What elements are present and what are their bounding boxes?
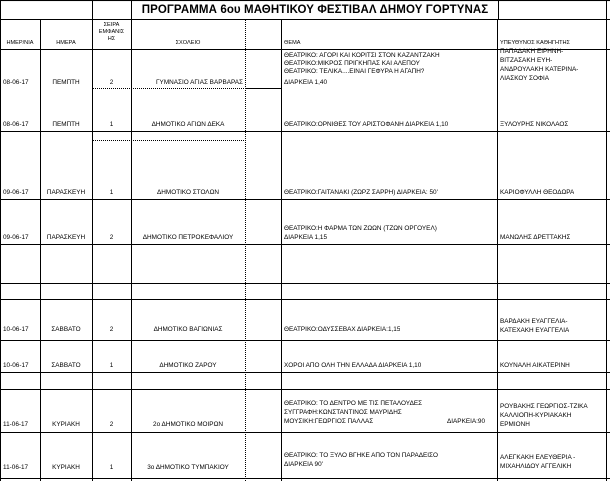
cell-order: 2 bbox=[109, 234, 114, 241]
header-teacher: ΥΠΕΥΘΥΝΟΣ ΚΑΘΗΓΗΤΗΣ bbox=[500, 40, 570, 46]
grid-line bbox=[497, 19, 498, 481]
cell-teacher-line: ΚΑΡΙΟΦΥΛΛΗ ΘΕΟΔΩΡΑ bbox=[500, 189, 575, 196]
cell-order: 2 bbox=[109, 421, 114, 428]
cell-day: ΠΕΜΠΤΗ bbox=[52, 121, 80, 128]
cell-order: 1 bbox=[109, 464, 114, 471]
grid-line bbox=[92, 88, 252, 89]
cell-date: 10-06-17 bbox=[3, 326, 29, 333]
cell-theme-line: ΘΕΑΤΡΙΚΟ:ΜΙΚΡΟΣ ΠΡΙΓΚΗΠΑΣ ΚΑΙ ΑΛΕΠΟΥ bbox=[284, 60, 420, 67]
cell-day: ΠΑΡΑΣΚΕΥΗ bbox=[46, 234, 86, 241]
cell-teacher-line: ΛΙΑΣΚΟΥ ΣΟΦΙΑ bbox=[500, 75, 550, 82]
grid-line bbox=[40, 19, 41, 481]
cell-day: ΠΕΜΠΤΗ bbox=[52, 79, 80, 86]
grid-line bbox=[245, 19, 246, 481]
cell-teacher-line: ΚΑΤΕΧΑΚΗ ΕΥΑΓΓΕΛΙΑ bbox=[500, 327, 570, 334]
cell-date: 08-06-17 bbox=[3, 121, 29, 128]
cell-theme-line: ΣΥΓΓΡΑΦΗ:ΚΩΝΣΤΑΝΤΙΝΟΣ ΜΑΥΡΙΔΗΣ bbox=[284, 409, 402, 416]
cell-teacher-line: ΑΝΔΡΟΥΛΑΚΗ ΚΑΤΕΡΙΝΑ- bbox=[500, 66, 579, 73]
cell-school: ΔΗΜΟΤΙΚΟ ΑΓΙΩΝ ΔΕΚΑ bbox=[151, 121, 225, 128]
cell-theme-line: ΔΙΑΡΚΕΙΑ 90' bbox=[284, 461, 323, 468]
header-order-line3: ΗΣ bbox=[107, 36, 116, 42]
grid-line bbox=[92, 140, 246, 141]
cell-date: 09-06-17 bbox=[3, 234, 29, 241]
cell-order: 1 bbox=[109, 121, 114, 128]
grid-line bbox=[281, 19, 282, 481]
cell-school: ΔΗΜΟΤΙΚΟ ΠΕΤΡΟΚΕΦΑΛΙΟΥ bbox=[142, 234, 234, 241]
cell-order: 2 bbox=[109, 79, 114, 86]
cell-school: ΔΗΜΟΤΙΚΟ ΣΤΟΛΩΝ bbox=[157, 189, 219, 196]
grid-line bbox=[245, 88, 281, 89]
cell-theme-line: ΘΕΑΤΡΙΚΟ:Η ΦΑΡΜΑ ΤΩΝ ΖΩΩΝ (ΤΖΩΝ ΟΡΓΟΥΕΛ) bbox=[284, 225, 437, 232]
header-order-line2: ΕΜΦΑΝΙΣ bbox=[98, 29, 125, 35]
cell-day: ΚΥΡΙΑΚΗ bbox=[52, 421, 80, 428]
cell-date: 11-06-17 bbox=[3, 421, 29, 428]
cell-theme-line: ΘΕΑΤΡΙΚΟ:ΓΑΙΤΑΝΑΚΙ (ΖΩΡΖ ΣΑΡΡΗ) ΔΙΑΡΚΕΙΑ: 50' bbox=[284, 189, 438, 196]
header-order-line1: ΣΕΙΡΑ bbox=[103, 22, 120, 28]
header-date: ΗΜΕΡ/ΝΙΑ bbox=[6, 40, 34, 46]
header-day: ΗΜΕΡΑ bbox=[56, 40, 76, 46]
cell-teacher-line: ΜΙΧΑΗΛΙΔΟΥ ΑΓΓΕΛΙΚΗ bbox=[500, 463, 572, 470]
header-school: ΣΧΟΛΕΙΟ bbox=[175, 40, 201, 46]
cell-teacher-line: ΡΟΥΒΑΚΗΣ ΓΕΩΡΓΙΟΣ-ΤΖΙΚΑ bbox=[500, 403, 588, 410]
cell-school: 3ο ΔΗΜΟΤΙΚΟ ΤΥΜΠΑΚΙΟΥ bbox=[147, 464, 229, 471]
cell-teacher-line: ΞΥΛΟΥΡΗΣ ΝΙΚΟΛΑΟΣ bbox=[500, 121, 569, 128]
page-title: ΠΡΟΓΡΑΜΜΑ 6ου ΜΑΘΗΤΙΚΟΥ ΦΕΣΤΙΒΑΛ ΔΗΜΟΥ ΓΟΡΤΥΝΑΣ bbox=[141, 4, 489, 16]
cell-theme-line: ΧΟΡΟΙ ΑΠΟ ΟΛΗ ΤΗΝ ΕΛΛΑΔΑ ΔΙΑΡΚΕΙΑ 1,10 bbox=[284, 362, 422, 369]
cell-theme-line: ΘΕΑΤΡΙΚΟ:ΟΔΥΣΣΕΒΑΧ ΔΙΑΡΚΕΙΑ:1,15 bbox=[284, 326, 401, 333]
cell-theme-line: ΔΙΑΡΚΕΙΑ 1,15 bbox=[284, 234, 327, 241]
cell-theme-line: ΘΕΑΤΡΙΚΟ: ΑΓΟΡΙ ΚΑΙ ΚΟΡΙΤΣΙ ΣΤΟΝ ΚΑΖΑΝΤΖΑΚΗ bbox=[284, 52, 440, 59]
cell-theme-line: ΘΕΑΤΡΙΚΟ: ΤΕΛΙΚΑ....ΕΙΝΑΙ ΓΕΦΥΡΑ Η ΑΓΑΠΗ? bbox=[284, 68, 425, 75]
cell-date: 11-06-17 bbox=[3, 464, 29, 471]
cell-teacher-line: ΜΑΝΩΛΗΣ ΔΡΕΤΤΑΚΗΣ bbox=[500, 234, 571, 241]
cell-date: 09-06-17 bbox=[3, 189, 29, 196]
cell-theme-line: ΔΙΑΡΚΕΙΑ 1,40 bbox=[284, 79, 327, 86]
cell-day: ΠΑΡΑΣΚΕΥΗ bbox=[46, 189, 86, 196]
cell-teacher-line: ΚΟΥΝΑΛΗ ΑΙΚΑΤΕΡΙΝΗ bbox=[500, 362, 570, 369]
cell-school: 2ο ΔΗΜΟΤΙΚΟ ΜΟΙΡΩΝ bbox=[153, 421, 223, 428]
cell-date: 08-06-17 bbox=[3, 79, 29, 86]
cell-teacher-line: ΒΑΡΔΑΚΗ ΕΥΑΓΓΕΛΙΑ- bbox=[500, 318, 568, 325]
cell-school: ΔΗΜΟΤΙΚΟ ΖΑΡΟΥ bbox=[159, 362, 217, 369]
cell-theme-line: ΘΕΑΤΡΙΚΟ:ΟΡΝΙΘΕΣ ΤΟΥ ΑΡΙΣΤΟΦΑΝΗ ΔΙΑΡΚΕΙΑ 1,10 bbox=[284, 121, 449, 128]
cell-order: 1 bbox=[109, 189, 114, 196]
cell-teacher-line: ΠΑΠΑΔΑΚΗ ΕΙΡΗΝΗ- bbox=[500, 48, 564, 55]
cell-school: ΔΗΜΟΤΙΚΟ ΒΑΓΙΩΝΙΑΣ bbox=[153, 326, 223, 333]
cell-teacher-line: ΑΛΕΓΚΑΚΗ ΕΛΕΥΘΕΡΙΑ - bbox=[500, 454, 576, 461]
cell-teacher-line: ΒΙΤΖΑΣΑΚΗ ΕΥΗ- bbox=[500, 57, 553, 64]
cell-date: 10-06-17 bbox=[3, 362, 29, 369]
grid-line bbox=[606, 0, 607, 481]
cell-theme-duration: ΔΙΑΡΚΕΙΑ:90 bbox=[447, 418, 486, 425]
cell-theme-line: ΘΕΑΤΡΙΚΟ: ΤΟ ΔΕΝΤΡΟ ΜΕ ΤΙΣ ΠΕΤΑΛΟΥΔΕΣ bbox=[284, 400, 423, 407]
header-theme: ΘΕΜΑ bbox=[284, 40, 301, 46]
cell-theme-line: ΘΕΑΤΡΙΚΟ: ΤΟ ΞΥΛΟ ΒΓΗΚΕ ΑΠΟ ΤΟΝ ΠΑΡΑΔΕΙΣΟ bbox=[284, 452, 438, 459]
cell-day: ΣΑΒΒΑΤΟ bbox=[51, 362, 81, 369]
cell-school: ΓΥΜΝΑΣΙΟ ΑΓΙΑΣ ΒΑΡΒΑΡΑΣ bbox=[156, 79, 243, 86]
grid-line bbox=[0, 0, 1, 481]
cell-order: 2 bbox=[109, 326, 114, 333]
cell-order: 1 bbox=[109, 362, 114, 369]
cell-theme-line: ΜΟΥΣΙΚΗ:ΓΕΩΡΓΙΟΣ ΠΑΛΛΑΣ bbox=[284, 418, 374, 425]
cell-teacher-line: ΕΡΜΙΟΝΗ bbox=[500, 421, 530, 428]
grid-line bbox=[498, 0, 499, 19]
cell-day: ΚΥΡΙΑΚΗ bbox=[52, 464, 80, 471]
cell-teacher-line: ΚΑΛΛΙΟΠΗ-ΚΥΡΙΑΚΑΚΗ bbox=[500, 412, 572, 419]
cell-day: ΣΑΒΒΑΤΟ bbox=[51, 326, 81, 333]
